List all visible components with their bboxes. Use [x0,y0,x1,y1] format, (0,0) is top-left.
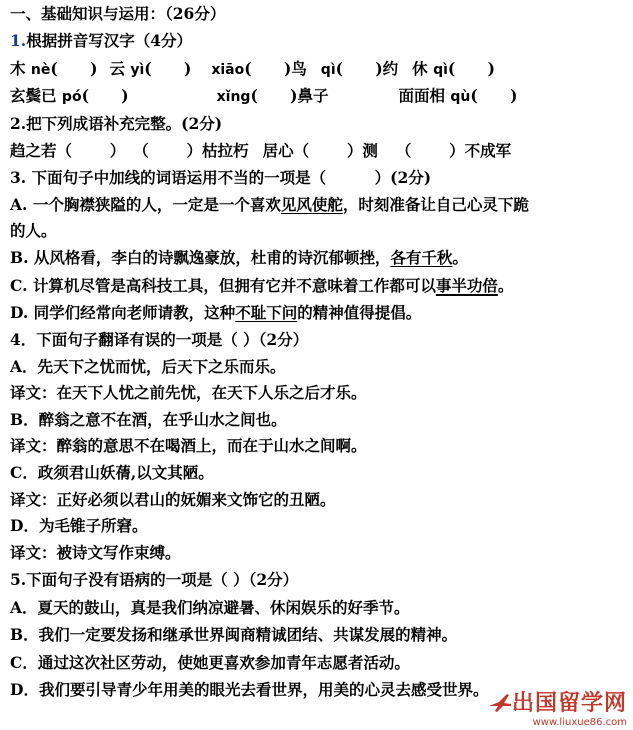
q1-item: xiāo( )鸟 [211,58,307,78]
q1-item: 玄鬓已 pó( ) [10,86,129,106]
q1-item: qì( )约 [320,58,399,78]
pinyin: xǐng [216,89,251,106]
exam-page [10,0,625,703]
pinyin: xiāo [211,61,245,78]
q4-line: D．为毛锥子所窘。 [10,516,148,536]
q4-line: B．醉翁之意不在酒，在乎山水之间也。 [10,409,287,429]
q3-title: 3. 下面句子中加线的词语运用不当的一项是（ ）(2分) [10,168,432,188]
q4-title: 4．下面句子翻译有误的一项是（ ）（2分） [10,330,309,350]
pinyin: pó [61,89,82,106]
q3-option-a-cont: 的人。 [10,220,57,240]
q4-line: 译文：正好必须以君山的妩媚来文饰它的丑陋。 [10,489,336,509]
q1-item: xǐng( )鼻子 [216,86,329,106]
q1-item: 休 qì( ) [412,58,495,78]
q3-option-d: D. 同学们经常向老师请教，这种不耻下问的精神值得提倡。 [10,302,422,322]
idiom-blank: （ ）不成军 [395,140,512,160]
underlined-word: 不耻下问 [235,302,298,322]
q3-option-c: C. 计算机尽管是高科技工具，但拥有它并不意味着工作都可以事半功倍。 [10,275,514,295]
watermark-name: 出国留学网 [511,691,627,716]
q5-line: B．我们一定要发扬和继承世界闽商精诚团结、共谋发展的精神。 [10,625,458,645]
q4-line: C．政须君山妖蒨,以文其陋。 [10,463,214,483]
q1-title-text: 根据拼音写汉字（4分） [26,31,192,51]
pinyin: qì [433,61,448,78]
idiom-blank: 趋之若（ ） [10,140,126,160]
watermark [487,686,627,726]
idiom-blank: 居心（ ）测 [262,140,378,160]
q4-line: 译文：在天下人忧之前先忧，在天下人乐之后才乐。 [10,383,367,403]
q5-line: D．我们要引导青少年用美的眼光去看世界，用美的心灵去感受世界。 [10,680,489,699]
underlined-word: 事半功倍 [435,275,498,295]
underlined-word: 各有千秋 [390,248,453,268]
q5-line: C．通过这次社区劳动，使她更喜欢参加青年志愿者活动。 [10,652,410,672]
underlined-word: 见风使舵 [280,194,343,214]
q4-line: A．先天下之忧而忧，后天下之乐而乐。 [10,356,286,376]
pinyin: yì [130,61,145,78]
q1-row1 [10,55,625,82]
q2-items [10,137,625,164]
q4-line: 译文：醉翁的意思不在喝酒上，而在于山水之间啊。 [10,436,367,456]
section-heading: 一、基础知识与运用：（26分） [10,4,226,23]
q1-item: 面面相 qù( ) [398,86,518,106]
q4-line: 译文：被诗文写作束缚。 [10,542,181,562]
q3-option-b: B. 从风格看，李白的诗飘逸豪放，杜甫的诗沉郁顿挫，各有千秋。 [10,248,468,268]
q5-line: A．夏天的鼓山，真是我们纳凉避暑、休闲娱乐的好季节。 [10,597,410,617]
pinyin: qù [450,89,471,106]
q5-title: 5.下面句子没有语病的一项是（ ）（2分） [10,570,299,590]
q3-option-a: A. 一个胸襟狭隘的人，一定是一个喜欢见风使舵，时刻准备让自己心灵下跪 [10,194,529,214]
q1-title [10,27,625,54]
q2-title: 2.把下列成语补充完整。(2分) [10,113,223,133]
q1-item: 云 yì( ) [109,58,192,78]
airplane-logo-icon [487,692,513,714]
pinyin: nè [30,61,51,78]
idiom-blank: （ ）枯拉朽 [133,140,249,160]
watermark-url: www.liuxue86.com [532,717,627,728]
q1-item: 木 nè( ) [10,58,98,78]
q1-row2 [10,82,625,109]
q1-number: 1. [10,31,27,51]
pinyin: qì [320,61,336,78]
